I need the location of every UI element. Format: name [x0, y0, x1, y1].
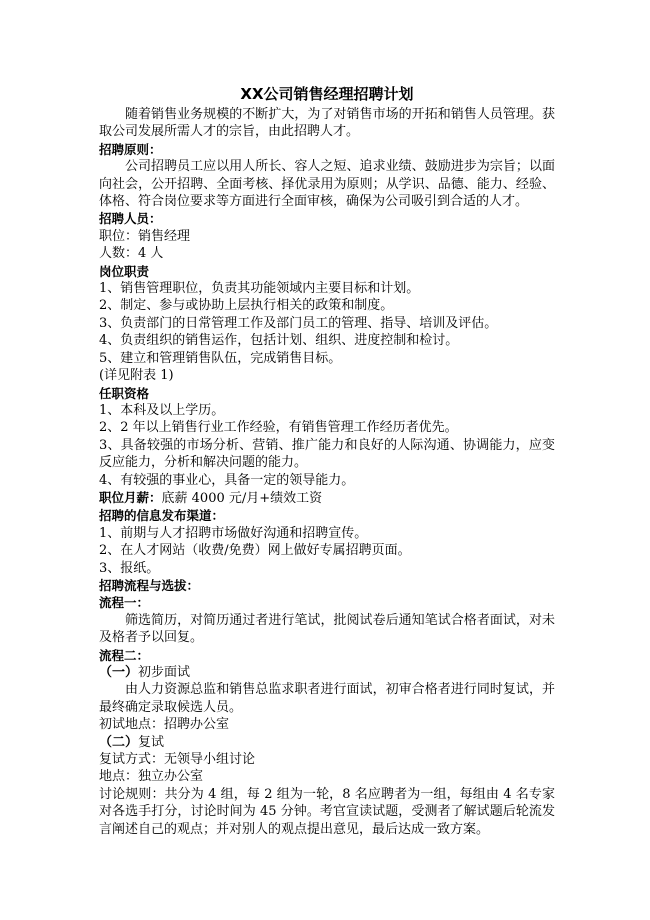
- salary-label: 职位月薪：: [99, 489, 162, 505]
- stage1-paragraph: 由人力资源总监和销售总监求职者进行面试，初审合格者进行同时复试，并最终确定录取候选人员。: [99, 682, 555, 715]
- channels-heading: 招聘的信息发布渠道：: [99, 508, 225, 524]
- duties-note: (详见附表 1): [99, 368, 174, 384]
- stage1-number: （一）: [99, 665, 139, 680]
- principle-paragraph: 公司招聘员工应以用人所长、容人之短、追求业绩、鼓励进步为宗旨；以面向社会，公开招聘、全面考核、择优录用为原则；从学识、品德、能力、经验、体格、符合岗位要求等方面进行全面审核，确保为公司吸引到合适的人才。: [99, 159, 555, 210]
- qualification-item: 1、本科及以上学历。: [99, 402, 225, 418]
- qualifications-heading: 任职资格: [99, 385, 150, 401]
- salary-line: [99, 489, 555, 507]
- qualification-item: 3、具备较强的市场分析、营销、推广能力和良好的人际沟通、协调能力，应变反应能力，分析和解决问题的能力。: [99, 437, 555, 471]
- stage1-location: 初试地点：招聘办公室: [99, 717, 230, 733]
- stage1-heading: [99, 664, 555, 681]
- channel-item: 2、在人才网站（收费/免费）网上做好专属招聘页面。: [99, 543, 411, 559]
- channel-item: 1、前期与人才招聘市场做好沟通和招聘宣传。: [99, 525, 368, 541]
- qualification-item: 2、2 年以上销售行业工作经验，有销售管理工作经历者优先。: [99, 420, 458, 436]
- stage1-title: 初步面试: [138, 665, 191, 680]
- stage2-method: 复试方式：无领导小组讨论: [99, 752, 256, 768]
- flow2-heading: 流程二：: [99, 647, 150, 663]
- flow1-paragraph: 筛选简历，对简历通过者进行笔试，批阅试卷后通知笔试合格者面试，对未及格者予以回复。: [99, 612, 555, 646]
- document-page: [99, 84, 555, 838]
- personnel-count: 人数：4 人: [99, 246, 164, 262]
- personnel-heading: 招聘人员：: [99, 211, 162, 227]
- principle-heading: 招聘原则：: [99, 141, 162, 157]
- duty-item: 2、制定、参与或协助上层执行相关的政策和制度。: [99, 298, 394, 314]
- document-title: XX公司销售经理招聘计划: [240, 85, 414, 103]
- stage2-rules: 讨论规则：共分为 4 组，每 2 组为一轮，8 名应聘者为一组，每组由 4 名专家对各选手打分，讨论时间为 45 分钟。考官宣读试题，受测者了解试题后轮流发言阐述自己的观点；并对别人的观点提出意见，最后达成一致方案。: [99, 786, 555, 837]
- stage2-title: 复试: [138, 734, 165, 750]
- stage2-location: 地点：独立办公室: [99, 769, 204, 785]
- stage2-number: （二）: [99, 734, 139, 750]
- duty-item: 5、建立和管理销售队伍，完成销售目标。: [99, 350, 342, 366]
- intro-paragraph: 随着销售业务规模的不断扩大，为了对销售市场的开拓和销售人员管理。获取公司发展所需人才的宗旨，由此招聘人才。: [99, 107, 555, 140]
- salary-value: 底薪 4000 元/月+绩效工资: [161, 490, 323, 506]
- duty-item: 4、负责组织的销售运作，包括计划、组织、进度控制和检讨。: [99, 333, 459, 349]
- process-heading: 招聘流程与选拔：: [99, 577, 200, 593]
- qualification-item: 4、有较强的事业心，具备一定的领导能力。: [99, 472, 355, 488]
- duties-heading: 岗位职责: [99, 263, 150, 279]
- stage2-heading: [99, 734, 555, 751]
- duty-item: 3、负责部门的日常管理工作及部门员工的管理、指导、培训及评估。: [99, 315, 498, 331]
- flow1-heading: 流程一：: [99, 595, 150, 611]
- duty-item: 1、销售管理职位，负责其功能领域内主要目标和计划。: [99, 281, 420, 297]
- personnel-position: 职位：销售经理: [99, 228, 191, 244]
- channel-item: 3、报纸。: [99, 560, 160, 576]
